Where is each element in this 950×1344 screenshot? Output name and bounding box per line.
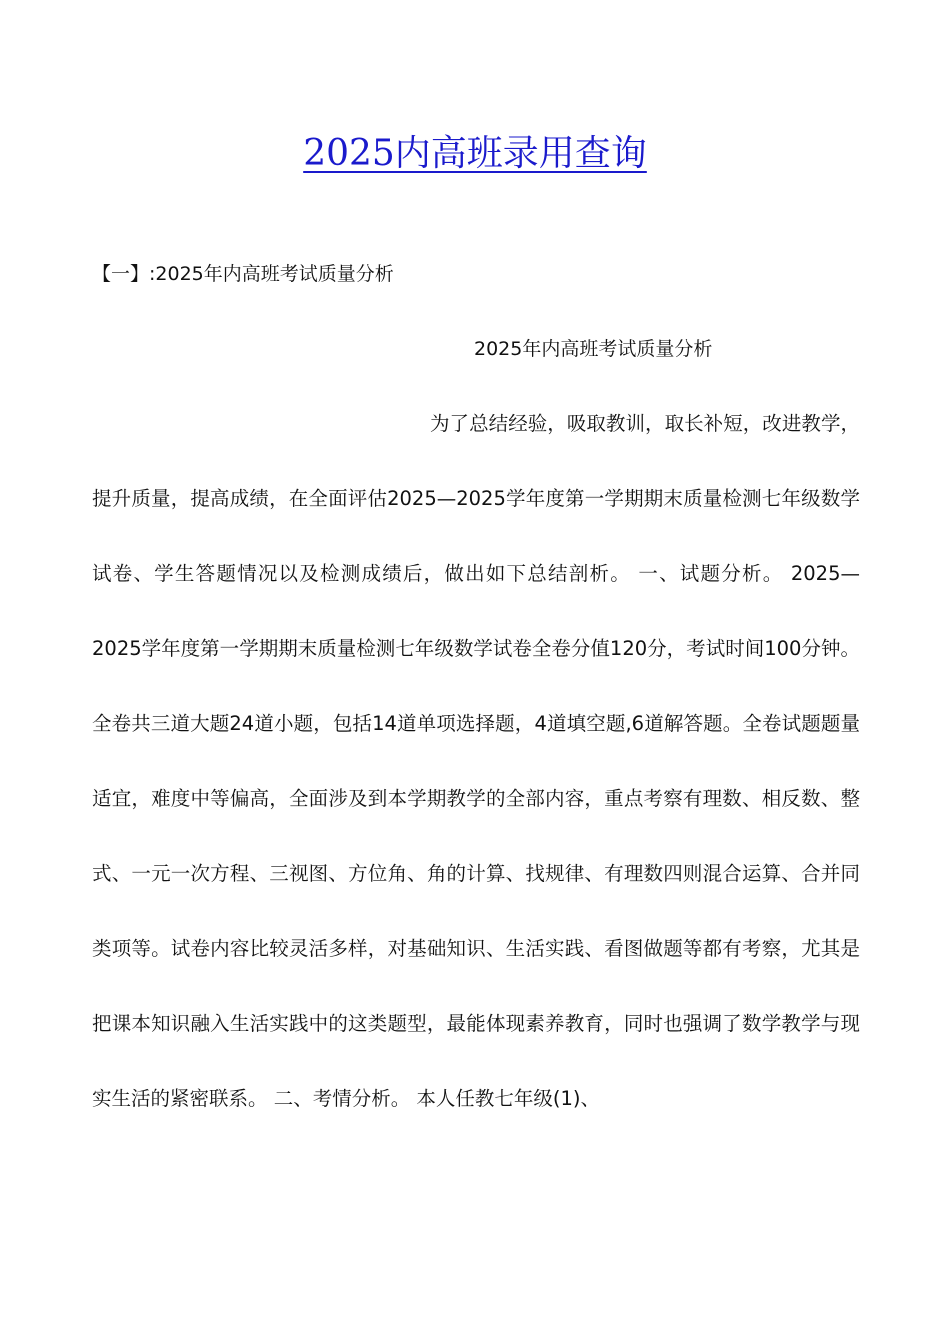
section-heading: 【一】:2025年内高班考试质量分析	[92, 263, 394, 285]
body-paragraph: 为了总结经验，吸取教训，取长补短，改进教学，提升质量，提高成绩，在全面评估2025—2025学年度第一学期期末质量检测七年级数学试卷、学生答题情况以及检测成绩后，做出如下总结剖析。 一、试题分析。 2025—2025学年度第一学期期末质量检测七年级数学试卷全卷分值120分，考试时间100分钟。全卷共三道大题24道小题，包括14道单项选择题，4道填空题,6道解答题。全卷试题题量适宜，难度中等偏高，全面涉及到本学期教学的全部内容，重点考察有理数、相反数、整式、一元一次方程、三视图、方位角、角的计算、找规律、有理数四则混合运算、合并同类项等。试卷内容比较灵活多样，对基础知识、生活实践、看图做题等都有考察，尤其是把课本知识融入生活实践中的这类题型，最能体现素养教育，同时也强调了数学教学与现实生活的紧密联系。 二、考情分析。 本人任教七年级(1)、	[92, 412, 860, 1110]
document-title-link[interactable]: 2025内高班录用查询	[303, 133, 647, 174]
article-title: 2025年内高班考试质量分析	[474, 338, 713, 360]
